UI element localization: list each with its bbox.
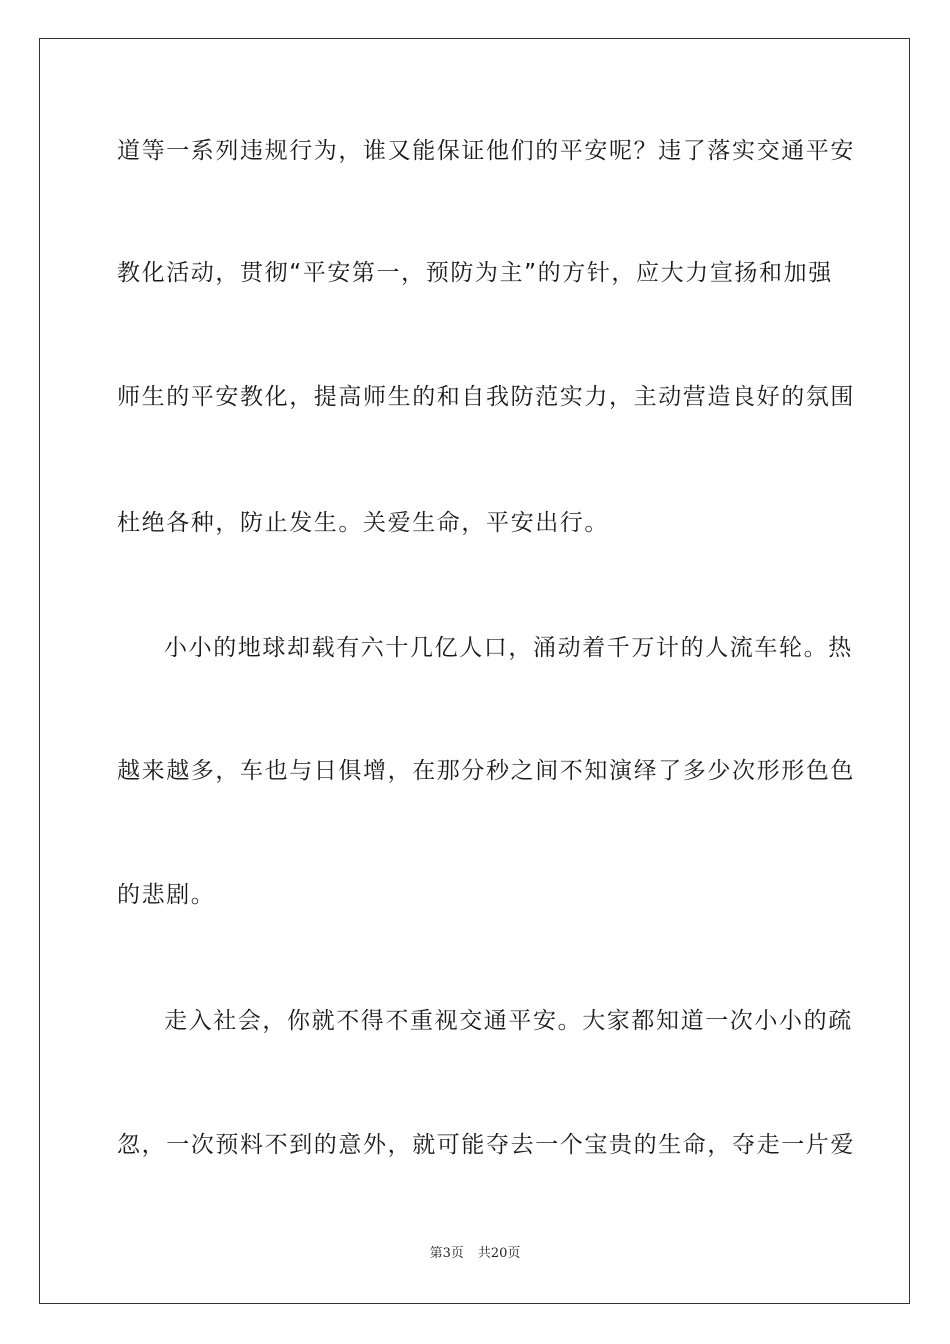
paragraph-3-line-2: 忽，一次预料不到的意外，就可能夺去一个宝贵的生命，夺走一片爱: [117, 1132, 855, 1158]
paragraph-2-line-2: 越来越多，车也与日俱增，在那分秒之间不知演绎了多少次形形色色: [117, 758, 855, 784]
page-border: [39, 38, 910, 1304]
page-number: 第3页: [429, 1246, 464, 1261]
paragraph-2-line-3: 的悲剧。: [117, 882, 216, 908]
body-line-2: 教化活动，贯彻“平安第一，预防为主”的方针，应大力宣扬和加强: [117, 260, 833, 286]
page-total: 共20页: [477, 1246, 521, 1261]
body-line-1: 道等一系列违规行为，谁又能保证他们的平安呢？违了落实交通平安: [117, 138, 855, 164]
paragraph-2-line-1: 小小的地球却载有六十几亿人口，涌动着千万计的人流车轮。热: [164, 635, 853, 661]
page-footer: [0, 1245, 950, 1263]
body-line-3: 师生的平安教化，提高师生的和自我防范实力，主动营造良好的氛围: [117, 384, 855, 410]
body-line-4: 杜绝各种，防止发生。关爱生命，平安出行。: [117, 510, 609, 536]
paragraph-3-line-1: 走入社会，你就不得不重视交通平安。大家都知道一次小小的疏: [164, 1008, 853, 1034]
